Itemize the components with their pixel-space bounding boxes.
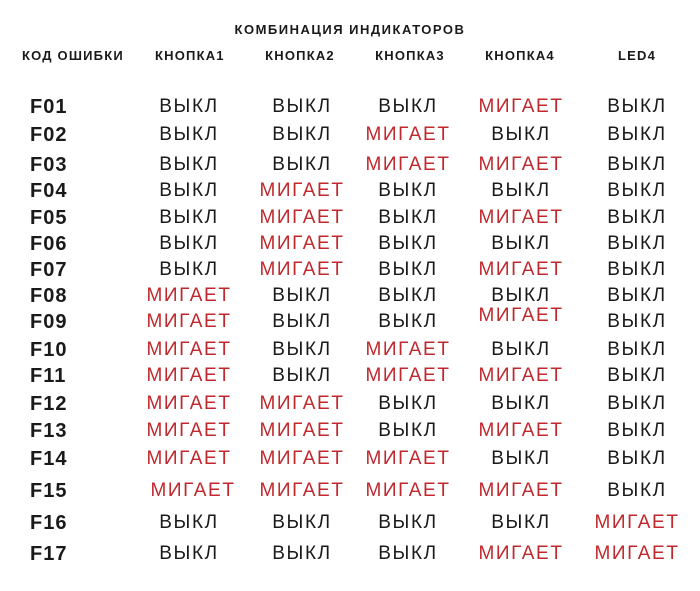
state-button3: ВЫКЛ — [378, 285, 438, 306]
state-button3: ВЫКЛ — [378, 207, 438, 228]
state-button1: МИГАЕТ — [146, 365, 232, 386]
state-button3: ВЫКЛ — [378, 543, 438, 564]
state-button2: ВЫКЛ — [272, 285, 332, 306]
state-button4: МИГАЕТ — [478, 420, 564, 441]
error-code: F08 — [30, 285, 68, 307]
state-button4: МИГАЕТ — [478, 543, 564, 564]
state-led4: ВЫКЛ — [607, 233, 667, 254]
state-led4: ВЫКЛ — [607, 180, 667, 201]
state-button1: ВЫКЛ — [159, 512, 219, 533]
state-button3: МИГАЕТ — [365, 154, 451, 175]
state-button4: ВЫКЛ — [491, 124, 551, 145]
state-button4: МИГАЕТ — [478, 96, 564, 117]
table-row — [0, 543, 700, 569]
state-led4: ВЫКЛ — [607, 480, 667, 501]
state-button1: МИГАЕТ — [146, 285, 232, 306]
error-code: F06 — [30, 233, 68, 255]
table-row — [0, 448, 700, 474]
error-code: F12 — [30, 393, 68, 415]
state-button4: МИГАЕТ — [478, 365, 564, 386]
table-row — [0, 96, 700, 122]
table-row — [0, 207, 700, 233]
state-button1: ВЫКЛ — [159, 233, 219, 254]
error-code: F14 — [30, 448, 68, 470]
state-button3: ВЫКЛ — [378, 96, 438, 117]
state-button1: МИГАЕТ — [146, 393, 232, 414]
state-button4: ВЫКЛ — [491, 285, 551, 306]
state-button1: МИГАЕТ — [146, 339, 232, 360]
table-row — [0, 285, 700, 311]
state-button4: МИГАЕТ — [478, 305, 564, 326]
state-button2: МИГАЕТ — [259, 393, 345, 414]
state-button2: МИГАЕТ — [259, 233, 345, 254]
table-title-text: КОМБИНАЦИЯ ИНДИКАТОРОВ — [234, 22, 466, 37]
table-title — [0, 22, 700, 37]
state-button2: МИГАЕТ — [259, 259, 345, 280]
state-led4: ВЫКЛ — [607, 448, 667, 469]
header-error-code: КОД ОШИБКИ — [22, 48, 124, 63]
header-button4: КНОПКА4 — [485, 48, 555, 63]
error-code: F09 — [30, 311, 68, 333]
state-led4: ВЫКЛ — [607, 339, 667, 360]
state-led4: МИГАЕТ — [594, 543, 680, 564]
state-led4: ВЫКЛ — [607, 311, 667, 332]
state-button2: МИГАЕТ — [259, 180, 345, 201]
state-button3: МИГАЕТ — [365, 448, 451, 469]
state-button2: ВЫКЛ — [272, 543, 332, 564]
error-code: F07 — [30, 259, 68, 281]
table-row — [0, 512, 700, 538]
state-button1: ВЫКЛ — [159, 259, 219, 280]
state-button4: МИГАЕТ — [478, 480, 564, 501]
state-led4: ВЫКЛ — [607, 124, 667, 145]
state-button4: МИГАЕТ — [478, 259, 564, 280]
state-button1: ВЫКЛ — [159, 154, 219, 175]
state-button4: МИГАЕТ — [478, 154, 564, 175]
state-button4: ВЫКЛ — [491, 512, 551, 533]
state-led4: ВЫКЛ — [607, 393, 667, 414]
error-code: F01 — [30, 96, 68, 118]
error-code: F17 — [30, 543, 68, 565]
table-row — [0, 365, 700, 391]
state-button3: МИГАЕТ — [365, 339, 451, 360]
table-row — [0, 180, 700, 206]
state-button2: МИГАЕТ — [259, 420, 345, 441]
state-button1: МИГАЕТ — [146, 448, 232, 469]
state-button4: ВЫКЛ — [491, 233, 551, 254]
state-button2: ВЫКЛ — [272, 365, 332, 386]
state-button3: МИГАЕТ — [365, 365, 451, 386]
error-code: F02 — [30, 124, 68, 146]
state-button2: МИГАЕТ — [259, 480, 345, 501]
state-led4: ВЫКЛ — [607, 96, 667, 117]
table-row — [0, 305, 700, 337]
state-button4: ВЫКЛ — [491, 339, 551, 360]
state-button1: ВЫКЛ — [159, 96, 219, 117]
state-button3: ВЫКЛ — [378, 259, 438, 280]
error-code: F10 — [30, 339, 68, 361]
header-button2: КНОПКА2 — [265, 48, 335, 63]
state-button3: МИГАЕТ — [365, 480, 451, 501]
state-button2: ВЫКЛ — [272, 154, 332, 175]
error-code: F03 — [30, 154, 68, 176]
table-row — [0, 339, 700, 365]
state-button3: МИГАЕТ — [365, 124, 451, 145]
header-button1: КНОПКА1 — [155, 48, 225, 63]
state-button1: ВЫКЛ — [159, 543, 219, 564]
state-button2: МИГАЕТ — [259, 207, 345, 228]
table-row — [0, 259, 700, 285]
state-led4: ВЫКЛ — [607, 207, 667, 228]
state-button3: ВЫКЛ — [378, 233, 438, 254]
state-button1: ВЫКЛ — [159, 180, 219, 201]
state-button4: МИГАЕТ — [478, 207, 564, 228]
state-led4: ВЫКЛ — [607, 285, 667, 306]
state-button4: ВЫКЛ — [491, 180, 551, 201]
state-led4: МИГАЕТ — [594, 512, 680, 533]
error-code: F15 — [30, 480, 68, 502]
table-row — [0, 393, 700, 419]
state-button2: ВЫКЛ — [272, 512, 332, 533]
error-code: F13 — [30, 420, 68, 442]
state-button2: МИГАЕТ — [259, 448, 345, 469]
error-code: F16 — [30, 512, 68, 534]
state-button1: ВЫКЛ — [159, 124, 219, 145]
state-button3: ВЫКЛ — [378, 393, 438, 414]
state-button1: МИГАЕТ — [146, 420, 232, 441]
state-button4: ВЫКЛ — [491, 448, 551, 469]
table-row — [0, 124, 700, 150]
table-row — [0, 420, 700, 446]
state-button3: ВЫКЛ — [378, 420, 438, 441]
state-button3: ВЫКЛ — [378, 311, 438, 332]
state-button2: ВЫКЛ — [272, 311, 332, 332]
state-button1: ВЫКЛ — [159, 207, 219, 228]
state-button3: ВЫКЛ — [378, 512, 438, 533]
state-button1: МИГАЕТ — [146, 311, 232, 332]
state-led4: ВЫКЛ — [607, 420, 667, 441]
error-code: F04 — [30, 180, 68, 202]
state-button2: ВЫКЛ — [272, 96, 332, 117]
header-led4: LED4 — [617, 48, 657, 63]
state-led4: ВЫКЛ — [607, 154, 667, 175]
error-code: F05 — [30, 207, 68, 229]
table-row — [0, 480, 700, 506]
state-button2: ВЫКЛ — [272, 124, 332, 145]
state-button1: МИГАЕТ — [150, 480, 236, 501]
header-button3: КНОПКА3 — [375, 48, 445, 63]
state-led4: ВЫКЛ — [607, 259, 667, 280]
state-button2: ВЫКЛ — [272, 339, 332, 360]
state-button3: ВЫКЛ — [378, 180, 438, 201]
state-led4: ВЫКЛ — [607, 365, 667, 386]
table-row — [0, 233, 700, 259]
state-button4: ВЫКЛ — [491, 393, 551, 414]
error-code: F11 — [30, 365, 67, 387]
table-row — [0, 154, 700, 180]
